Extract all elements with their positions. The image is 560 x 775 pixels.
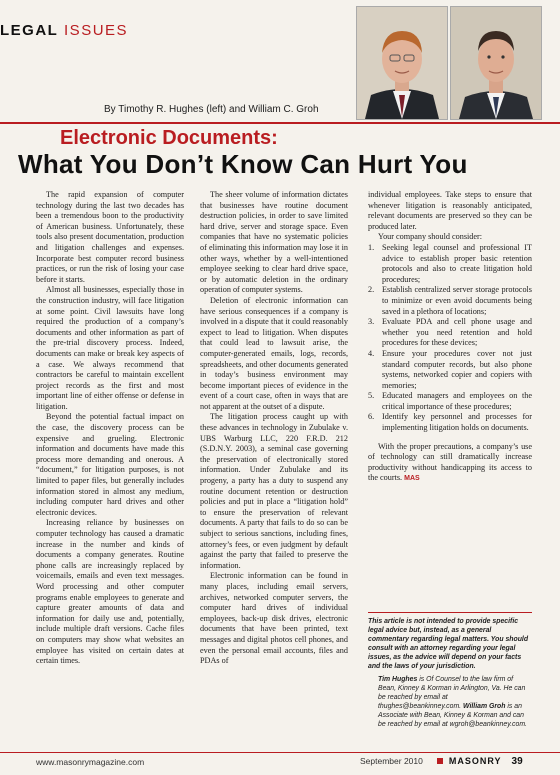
article-subtitle: Electronic Documents:: [60, 127, 278, 149]
footer-date: September 2010: [360, 756, 423, 766]
list-item: 5. Educated managers and employees on the critical importance of these procedures;: [368, 391, 532, 411]
paragraph: The rapid expansion of computer technology during the last two decades has been a tremendous boon to the productivity of American business. Unfortunately, these tools also present documentation, production and litigation challenges and expenses. Incorporate best computer record business practices, or run the risk of losing your case before it starts.: [36, 190, 184, 284]
end-mark: MAS: [404, 475, 420, 483]
author-photo-groh: [450, 6, 542, 120]
list-item: 1. Seeking legal counsel and professional IT advice to establish proper basic retention protocols and also to create litigation hold procedures;: [368, 242, 532, 284]
article-title: What You Don’t Know Can Hurt You: [18, 149, 468, 179]
column-1: [36, 190, 184, 667]
disclaimer: This article is not intended to provide specific legal advice but, instead, as a general commentary regarding legal matters. You should consult with an attorney regarding your legal issues, as the advice will depend on your facts and the laws of your jurisdiction.: [368, 612, 532, 671]
closing-paragraph: With the proper precautions, a company’s use of technology can still dramatically increase productivity without handicapping its access to the courts. MAS: [368, 441, 532, 483]
footer-magazine: MASONRY: [448, 756, 502, 766]
section-label-issues: ISSUES: [64, 22, 129, 39]
column-2: [200, 190, 348, 667]
list-lead: Your company should consider:: [378, 232, 483, 242]
paragraph: The litigation process caught up with these advances in technology in Zubulake v. UBS Warburg LLC, 220 F.R.D. 212 (S.D.N.Y. 2003), a seminal case governing the preservation of electronically stored information. Under Zubulake and its progeny, a party has a duty to suspend any routine document retention or destruction policies and put in place a “litigation hold” to ensure the preservation of relevant documents. A party that fails to do so can be subject to serious sanctions, including fines, attorney’s fees, or even judgment by default against the party that failed to preserve the information.: [200, 412, 348, 570]
paragraph: The sheer volume of information dictates that businesses have routine document destruction policies, in order to save limited hard drive, server and storage space. Even companies that have no systematic policies of eliminating this information may lose it in other ways, whether by a well-intentioned employee seeking to clear hard drive space, or by automatic deletion in the ordinary operation of computer systems.: [200, 190, 348, 295]
column-3: [368, 190, 532, 485]
paragraph: Deletion of electronic information can have serious consequences if a company is involved in a dispute that it could reasonably expect to lead to litigation. When disputes that could lead to lawsuit arise, the computer-generated emails, logs, records, spreadsheets, and other documents generated in today’s business environment may become important pieces of evidence in the event of a court case, often in ways that are not apparent at the outset of a dispute.: [200, 295, 348, 411]
section-header: [0, 22, 128, 39]
footer-rule: [0, 752, 560, 753]
paragraph: Electronic information can be found in many places, including email servers, archives, networked computer servers, the computer hard drives of individual employees, back-up disk drives, electronic documents that have been printed, text messages and digital photos cell phones, and even the personal email accounts, files and PDAs of: [200, 571, 348, 666]
square-bullet-icon: [437, 758, 443, 764]
list-item: 4. Ensure your procedures cover not just standard computer records, but also phone systems, networked copier and copiers with memories;: [368, 348, 532, 390]
paragraph: individual employees. Take steps to ensure that whenever litigation is reasonably anticipated, relevant documents are preserved so they can be produced later.: [368, 190, 532, 231]
paragraph: Beyond the potential factual impact on the case, the discovery process can be expensive and grueling. Electronic information and documents have made this process more demanding and onerous. A “document,” for litigation purposes, is not limited to paper files, but generally includes information stored in almost any medium, including computer hard drives and other electronic devices.: [36, 412, 184, 517]
paragraph: Increasing reliance by businesses on computer technology has caused a dramatic increase in the number and kinds of documents a company generates. Routine phone calls are increasingly replaced by voicemails, emails and even text messages. Word processing and other computer programs enable employees to generate and capture greater amounts of data and information for daily use and, potentially, include multiple draft versions. Cache files on computers may show what websites an employee has visited on certain dates at certain times.: [36, 518, 184, 666]
byline: By Timothy R. Hughes (left) and William C. Groh: [104, 104, 319, 115]
list-item: 3. Evaluate PDA and cell phone usage and whether you need retention and hold procedures for these devices;: [368, 317, 532, 348]
paragraph: Almost all businesses, especially those in the construction industry, will face litigation at some point. Civil lawsuits have long required the production of a company’s documents and other information as part of the pre-trial discovery process. Indeed, documents can make or break key aspects of a case. We always recommend that contractors be careful to maintain excellent project records as the first and most important line of either offense or defense in litigation.: [36, 285, 184, 411]
section-label-legal: LEGAL: [0, 22, 59, 39]
top-rule: [0, 122, 560, 124]
author-bio: Tim Hughes is Of Counsel to the law firm of Bean, Kinney & Korman in Arlington, Va. He can be reached by email at thughes@beankinney.com. William Groh is an Associate with Bean, Kinney & Korman and can be reached by email at wgroh@beankinney.com.: [378, 676, 527, 728]
footer-url: www.masonrymagazine.com: [36, 757, 145, 767]
author-photo-hughes: [356, 6, 448, 120]
list-item: 2. Establish centralized server storage protocols to minimize or even avoid documents being saved in a plethora of locations;: [368, 285, 532, 316]
footer-info: [360, 756, 523, 767]
page-number: 39: [511, 756, 523, 767]
list-item: 6. Identify key personnel and processes for implementing litigation holds on documents.: [368, 412, 532, 433]
recommendations-list: [368, 243, 532, 434]
